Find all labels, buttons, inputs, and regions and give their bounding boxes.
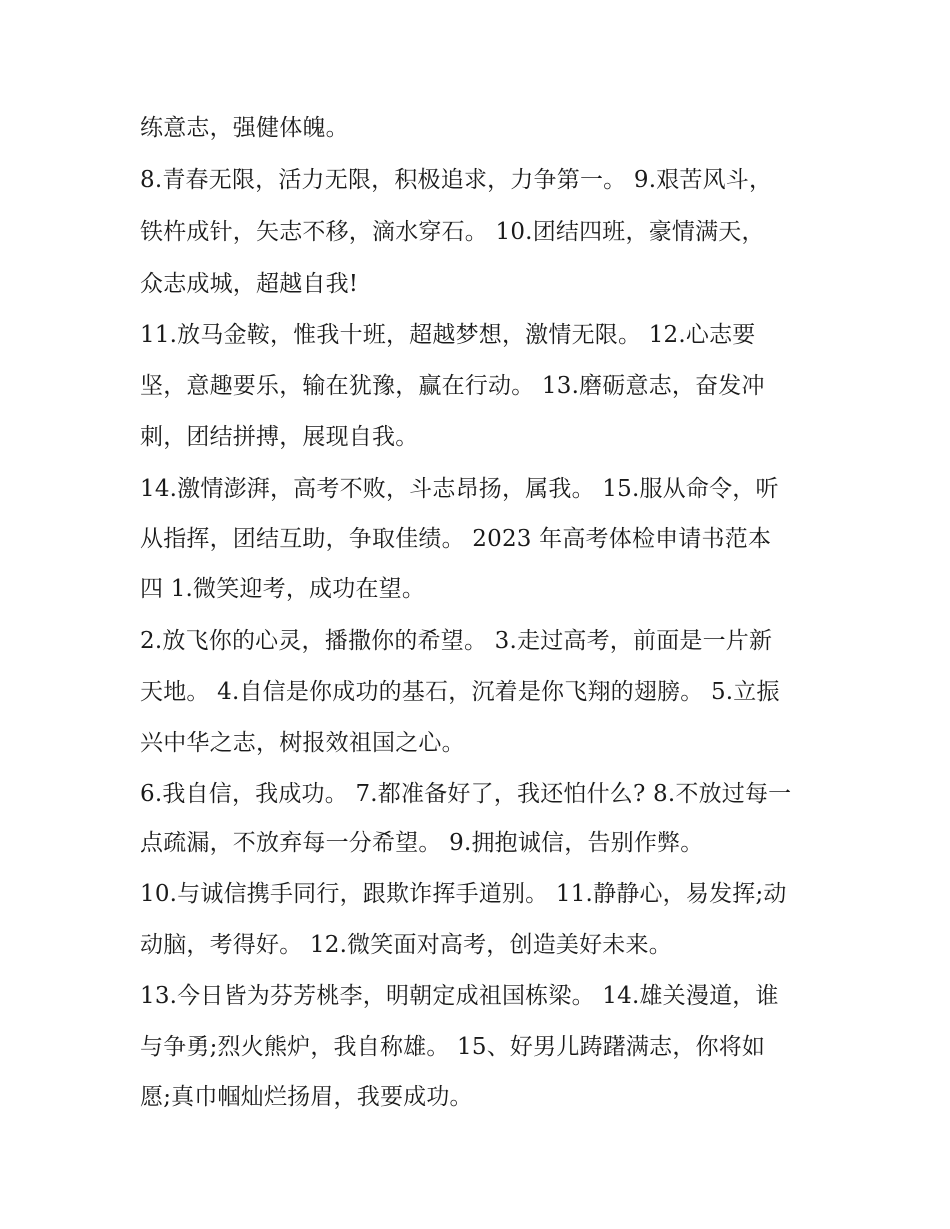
text-line: 兴中华之志，树报效祖国之心。	[140, 730, 465, 756]
text-line: 点疏漏，不放弃每一分希望。 9.拥抱诚信，告别作弊。	[140, 830, 704, 856]
text-line: 与争勇;烈火熊炉，我自称雄。 15、好男儿踌躇满志，你将如	[140, 1034, 766, 1060]
text-line: 练意志，强健体魄。	[140, 115, 349, 141]
text-line: 2.放飞你的心灵，播撒你的希望。 3.走过高考，前面是一片新	[140, 628, 773, 654]
text-line: 铁杵成针，矢志不移，滴水穿石。 10.团结四班，豪情满天，	[140, 219, 765, 245]
text-line: 11.放马金鞍，惟我十班，超越梦想，激情无限。 12.心志要	[140, 322, 756, 348]
text-line: 从指挥，团结互助，争取佳绩。 2023 年高考体检申请书范本	[140, 526, 772, 552]
text-line: 8.青春无限，活力无限，积极追求，力争第一。 9.艰苦风斗，	[140, 167, 773, 193]
text-line: 14.激情澎湃，高考不败，斗志昂扬，属我。 15.服从命令，听	[140, 476, 779, 502]
text-line: 四 1.微笑迎考，成功在望。	[140, 576, 426, 602]
text-line: 10.与诚信携手同行，跟欺诈挥手道别。 11.静静心，易发挥;动	[140, 881, 787, 907]
text-line: 6.我自信，我成功。 7.都准备好了，我还怕什么? 8.不放过每一	[140, 781, 792, 807]
text-line: 动脑，考得好。 12.微笑面对高考，创造美好未来。	[140, 932, 672, 958]
text-line: 愿;真巾帼灿烂扬眉，我要成功。	[140, 1084, 473, 1110]
text-line: 坚，意趣要乐，输在犹豫，赢在行动。 13.磨砺意志，奋发冲	[140, 373, 765, 399]
text-line: 天地。 4.自信是你成功的基石，沉着是你飞翔的翅膀。 5.立振	[140, 679, 780, 705]
text-line: 众志成城，超越自我!	[140, 271, 359, 297]
text-line: 13.今日皆为芬芳桃李，明朝定成祖国栋梁。 14.雄关漫道，谁	[140, 983, 779, 1009]
text-line: 刺，团结拼搏，展现自我。	[140, 424, 419, 450]
